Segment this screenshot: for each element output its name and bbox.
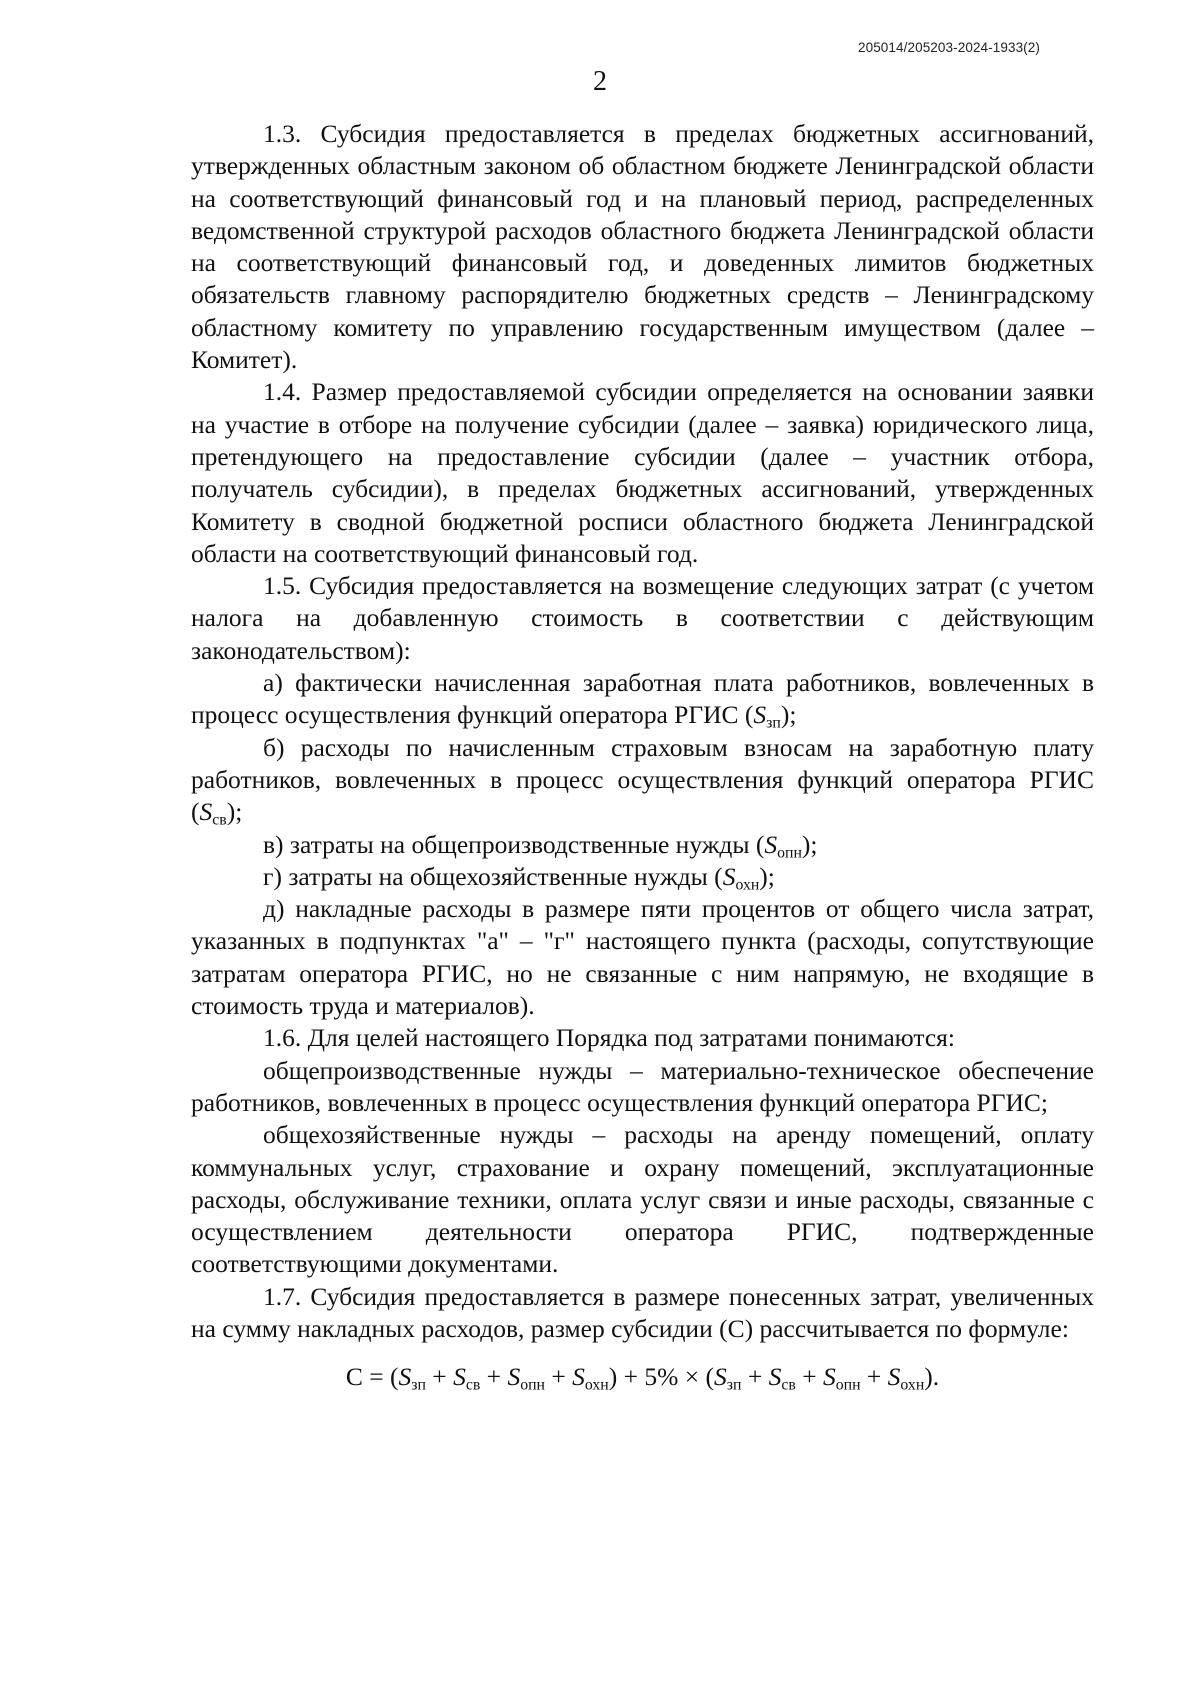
item-g-text: г) затраты на общехозяйственные нужды ( xyxy=(263,861,723,891)
item-v-text: в) затраты на общепроизводственные нужды ( xyxy=(263,829,765,859)
symbol-s-opn: $S_{опн}$ xyxy=(764,829,802,862)
symbol-s-zp: $S_{зп}$ xyxy=(753,700,781,733)
symbol-s-sv: $S_{св}$ xyxy=(199,797,227,829)
item-v: в) затраты на общепроизводственные нужды $(S_{опн})$; xyxy=(263,829,818,862)
item-a-text: а) фактически начисленная заработная плата работников, вовлеченных в процесс осуществления функций оператора РГИС ( xyxy=(191,668,1094,730)
paragraph-1-5: 1.5. Субсидия предоставляется на возмещение следующих затрат (с учетом налога на добавленную стоимость в соответствии с действующим законодательством): xyxy=(191,571,1094,665)
paragraph-1-6: 1.6. Для целей настоящего Порядка под затратами понимаются: xyxy=(263,1023,955,1053)
item-b: б) расходы по начисленным страховым взносам на заработную плату работников, вовлеченных в процесс осуществления функций оператора РГИС $(S_{св})$; xyxy=(191,732,1094,829)
paragraph-1-4: 1.4. Размер предоставляемой субсидии определяется на основании заявки на участие в отборе на получение субсидии (далее – заявка) юридического лица, претендующего на предоставление субсидии (далее – участник отбора, получатель субсидии), в пределах бюджетных ассигнований, утвержденных Комитету в сводной бюджетной росписи областного бюджета Ленинградской области на соответствующий финансовый год. xyxy=(191,377,1094,568)
document-body xyxy=(191,118,1094,1394)
symbol-s-ohn: $S_{охн}$ xyxy=(722,861,760,894)
document-number: 205014/205203-2024-1933(2) xyxy=(857,40,1040,55)
paragraph-1-7: 1.7. Субсидия предоставляется в размере понесенных затрат, увеличенных на сумму накладных расходов, размер субсидии (С) рассчитывается по формуле: xyxy=(191,1281,1094,1343)
page-number: 2 xyxy=(593,66,607,97)
item-d: д) накладные расходы в размере пяти процентов от общего числа затрат, указанных в подпунктах "а" – "г" настоящего пункта (расходы, сопутствующие затратам оператора РГИС, но не связанные с ним напрямую, не входящие в стоимость труда и материалов). xyxy=(191,894,1094,1021)
paragraph-1-3: 1.3. Субсидия предоставляется в пределах бюджетных ассигнований, утвержденных областным законом об областном бюджете Ленинградской области на соответствующий финансовый год и на плановый период, распределенных ведомственной структурой расходов областного бюджета Ленинградской области на соответствующий финансовый год, и доведенных лимитов бюджетных обязательств главному распорядителю бюджетных средств – Ленинградскому областному комитету по управлению государственным имуществом (далее – Комитет). xyxy=(191,119,1094,375)
definition-ohn: общехозяйственные нужды – расходы на аренду помещений, оплату коммунальных услуг, страхование и охрану помещений, эксплуатационные расходы, обслуживание техники, оплата услуг связи и иные расходы, связанные с осуществлением деятельности оператора РГИС, подтвержденные соответствующими документами. xyxy=(191,1120,1094,1279)
subsidy-formula: $С = (S_{зп} + S_{св} + S_{опн} + S_{охн}) + 5\% \times (S_{зп} + S_{св} + S_{опн} + S_{охн})$. xyxy=(345,1362,940,1395)
item-b-text: б) расходы по начисленным страховым взносам на заработную плату работников, вовлеченных в процесс осуществления функций оператора РГИС ( xyxy=(191,732,1094,827)
item-a: а) фактически начисленная заработная плата работников, вовлеченных в процесс осуществления функций оператора РГИС $(S_{зп})$; xyxy=(191,668,1094,733)
item-g: г) затраты на общехозяйственные нужды $(S_{охн})$; xyxy=(263,861,775,894)
definition-opn: общепроизводственные нужды – материально-техническое обеспечение работников, вовлеченных в процесс осуществления функций оператора РГИС; xyxy=(191,1055,1094,1117)
